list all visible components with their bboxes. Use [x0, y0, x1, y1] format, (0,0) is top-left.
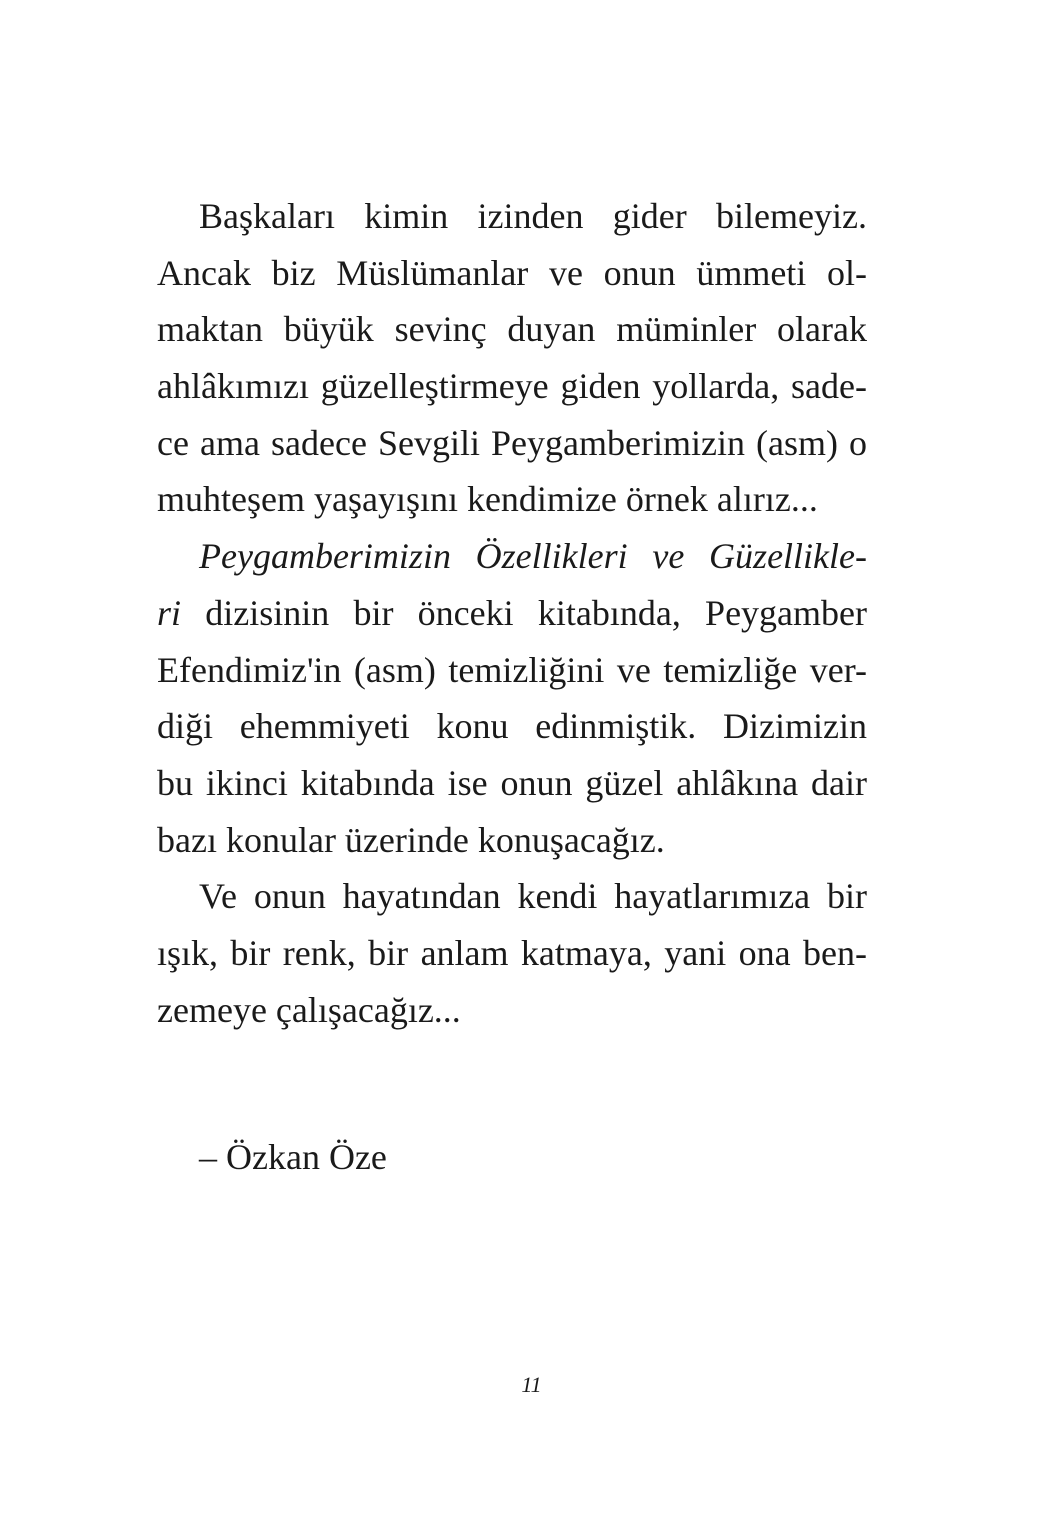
- text-line: maktan büyük sevinç duyan müminler olarak: [157, 309, 867, 350]
- text-line: bazı konular üzerinde konuşacağız.: [157, 819, 665, 860]
- text-line: diği ehemmiyeti konu edinmiştik. Dizimizin: [157, 706, 867, 747]
- text-line: muhteşem yaşayışını kendimize örnek alırız...: [157, 479, 818, 520]
- page-number: 11: [521, 1372, 542, 1397]
- text-line: [157, 585, 867, 642]
- author-signature: – Özkan Öze: [199, 1137, 387, 1177]
- text-fragment: dizisinin bir önceki kitabında, Peygamber: [181, 592, 867, 633]
- book-title-line: Peygamberimizin Özellikleri ve Güzellikle-: [199, 536, 867, 577]
- text-line: ahlâkımızı güzelleştirmeye giden yollarda, sade-: [157, 366, 867, 407]
- book-title-fragment: ri: [157, 592, 182, 633]
- text-line: ışık, bir renk, bir anlam katmaya, yani ona ben-: [157, 932, 867, 973]
- text-line: Efendimiz'in (asm) temizliğini ve temizliğe ver-: [157, 649, 867, 690]
- body-text: [157, 188, 867, 1038]
- text-line: ce ama sadece Sevgili Peygamberimizin (asm) o: [157, 422, 867, 463]
- text-line: bu ikinci kitabında ise onun güzel ahlâkına dair: [157, 762, 867, 803]
- text-line: Ve onun hayatından kendi hayatlarımıza bir: [199, 876, 867, 917]
- text-line: Ancak biz Müslümanlar ve onun ümmeti ol-: [157, 252, 867, 293]
- text-line: Başkaları kimin izinden gider bilemeyiz.: [199, 196, 867, 236]
- text-line: zemeye çalışacağız...: [157, 989, 461, 1030]
